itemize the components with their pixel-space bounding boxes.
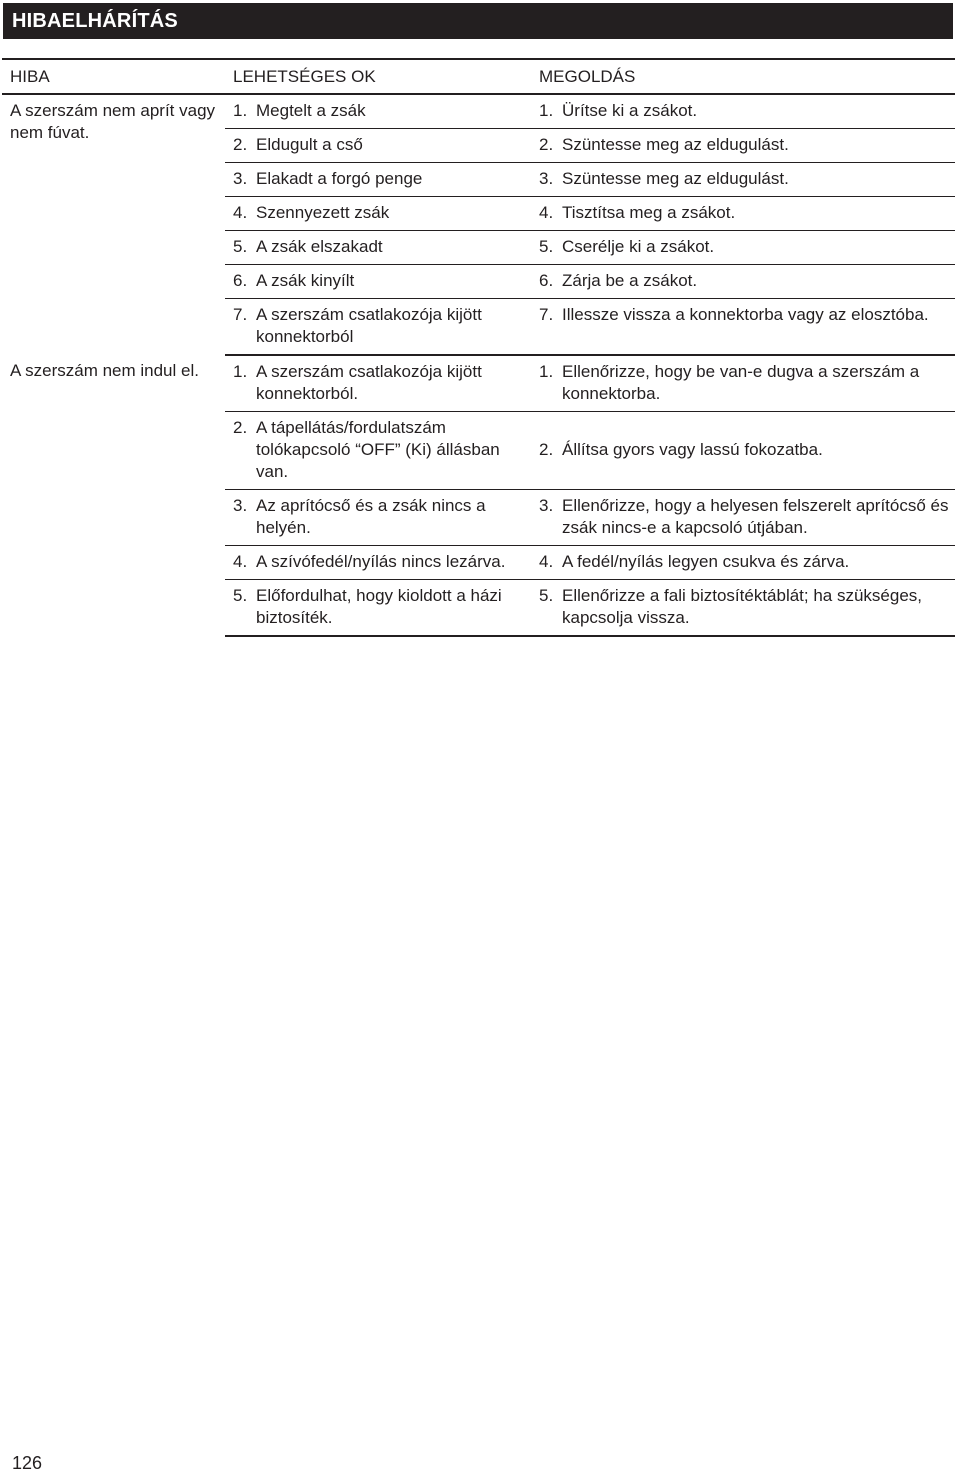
table-header-row [2,59,955,94]
section-title: HIBAELHÁRÍTÁS [3,3,953,39]
table-row [2,94,955,129]
header-cause: LEHETSÉGES OK [225,59,531,94]
solution-cell: 3. Ellenőrizze, hogy a helyesen felszerelt aprítócső és zsák nincs-e a kapcsoló útjában. [531,490,955,546]
troubleshooting-table [2,58,955,637]
cause-cell: 7. A szerszám csatlakozója kijött konnektorból [225,299,531,356]
solution-cell: 5. Ellenőrizze a fali biztosítéktáblát; ha szükséges, kapcsolja vissza. [531,580,955,637]
cause-cell: 6. A zsák kinyílt [225,265,531,299]
solution-cell: 2. Állítsa gyors vagy lassú fokozatba. [531,412,955,490]
cause-cell: 4. Szennyezett zsák [225,197,531,231]
cause-cell: 5. A zsák elszakadt [225,231,531,265]
error-cell: A szerszám nem aprít vagy nem fúvat. [10,101,216,142]
solution-cell: 4. Tisztítsa meg a zsákot. [531,197,955,231]
cause-cell: 2. Eldugult a cső [225,129,531,163]
cause-cell: 2. A tápellátás/fordulatszám tolókapcsoló “OFF” (Ki) állásban van. [225,412,531,490]
cause-cell: 4. A szívófedél/nyílás nincs lezárva. [225,546,531,580]
cause-cell: 3. Elakadt a forgó penge [225,163,531,197]
solution-cell: 3. Szüntesse meg az eldugulást. [531,163,955,197]
cause-cell: 3. Az aprítócső és a zsák nincs a helyén. [225,490,531,546]
solution-cell: 7. Illessze vissza a konnektorba vagy az elosztóba. [531,299,955,356]
error-cell: A szerszám nem indul el. [10,361,199,380]
solution-cell: 1. Ürítse ki a zsákot. [531,94,955,129]
solution-cell: 1. Ellenőrizze, hogy be van-e dugva a szerszám a konnektorba. [531,355,955,412]
solution-cell: 2. Szüntesse meg az eldugulást. [531,129,955,163]
page-number: 126 [12,1453,43,1473]
cause-cell: 1. A szerszám csatlakozója kijött konnektorból. [225,355,531,412]
table-row [2,355,955,412]
solution-cell: 4. A fedél/nyílás legyen csukva és zárva. [531,546,955,580]
header-solution: MEGOLDÁS [531,59,955,94]
solution-cell: 6. Zárja be a zsákot. [531,265,955,299]
solution-cell: 5. Cserélje ki a zsákot. [531,231,955,265]
cause-cell: 5. Előfordulhat, hogy kioldott a házi biztosíték. [225,580,531,637]
header-error: HIBA [2,59,225,94]
cause-cell: 1. Megtelt a zsák [225,94,531,129]
